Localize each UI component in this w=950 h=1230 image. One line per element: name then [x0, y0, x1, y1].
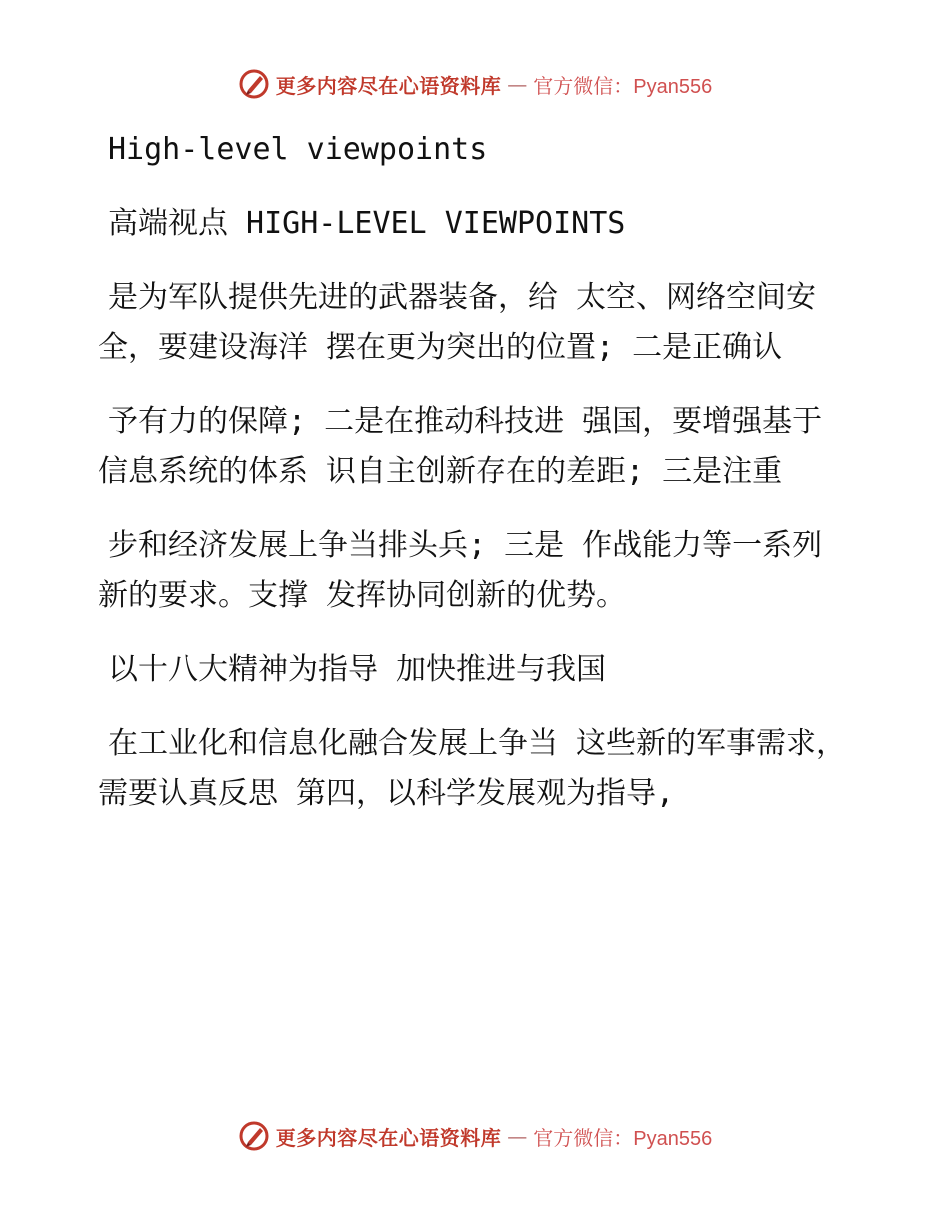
- header-banner: [0, 68, 950, 100]
- footer-banner: [0, 1120, 950, 1152]
- paragraph: 以十八大精神为指导 加快推进与我国: [108, 652, 607, 687]
- paragraph: 予有力的保障; 二是在推动科技进 强国，要增强基于信息系统的体系 识自主创新存在的差距; 三是注重: [98, 404, 823, 489]
- paragraph: 是为军队提供先进的武器装备，给 太空、网络空间安全，要建设海洋 摆在更为突出的位置; 二是正确认: [98, 280, 817, 365]
- banner-contact: 官方微信：Pyan556: [533, 1127, 713, 1150]
- paragraph-title-cn: 高端视点 HIGH-LEVEL VIEWPOINTS: [108, 206, 626, 241]
- pen-logo-icon: [238, 1120, 270, 1152]
- paragraph: 在工业化和信息化融合发展上争当 这些新的军事需求，需要认真反思 第四，以科学发展观为指导,: [98, 726, 847, 811]
- banner-separator: —: [507, 72, 528, 96]
- banner-text: 更多内容尽在心语资料库: [275, 73, 502, 98]
- banner-text: 更多内容尽在心语资料库: [275, 1125, 502, 1150]
- banner-separator: —: [507, 1124, 528, 1148]
- banner-contact: 官方微信：Pyan556: [533, 75, 713, 98]
- pen-logo-icon: [238, 68, 270, 100]
- document-body: [98, 125, 850, 843]
- paragraph-title-en: High-level viewpoints: [108, 132, 488, 167]
- paragraph: 步和经济发展上争当排头兵; 三是 作战能力等一系列新的要求。支撑 发挥协同创新的优势。: [98, 528, 823, 613]
